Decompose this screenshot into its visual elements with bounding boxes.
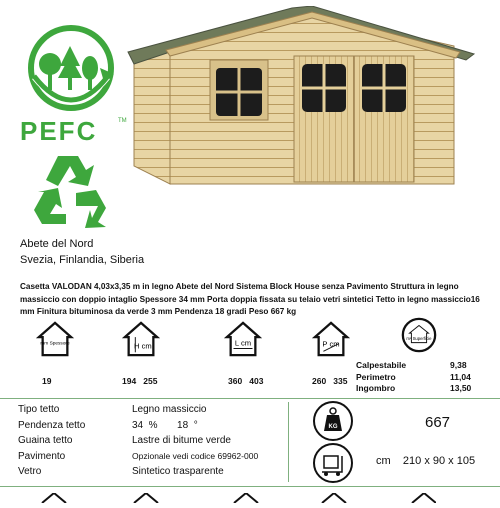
surface-label: Perimetro bbox=[356, 371, 396, 382]
spec-label: Vetro bbox=[18, 466, 42, 478]
spec-row bbox=[18, 418, 292, 434]
pefc-tm: TM bbox=[118, 118, 127, 124]
pefc-text: PEFC bbox=[20, 116, 98, 146]
package-dimensions bbox=[376, 455, 475, 467]
length-label: L cm bbox=[234, 338, 252, 348]
depth-label: P cm bbox=[322, 339, 340, 349]
spec-value: 34 % 18 ° bbox=[132, 419, 198, 431]
surface-value: 13,50 bbox=[450, 383, 472, 393]
depth-house-icon bbox=[312, 320, 350, 363]
height-house-icon bbox=[122, 320, 160, 363]
package-unit: cm bbox=[376, 455, 391, 467]
length-house-icon bbox=[224, 320, 262, 363]
surface-icon bbox=[400, 316, 438, 359]
surface-icon-label: m² Superficie bbox=[406, 335, 432, 341]
surface-value: 9,38 bbox=[450, 360, 467, 370]
thickness-value: 19 bbox=[42, 376, 52, 386]
spec-label: Pavimento bbox=[18, 450, 66, 462]
weight-value: 667 bbox=[425, 414, 451, 431]
bottom-icons-row bbox=[36, 490, 436, 500]
spec-row bbox=[18, 402, 292, 418]
divider bbox=[0, 398, 500, 399]
length-values: 360 403 bbox=[228, 376, 264, 386]
depth-values: 260 335 bbox=[312, 376, 348, 386]
thickness-label: mm Spessore bbox=[40, 341, 70, 347]
spec-label: Guaina tetto bbox=[18, 435, 73, 447]
recycle-icon bbox=[30, 150, 110, 232]
surface-row bbox=[356, 383, 471, 395]
spec-row bbox=[18, 433, 292, 449]
surface-row bbox=[356, 372, 471, 384]
product-description: Casetta VALODAN 4,03x3,35 m in legno Abete del Nord Sistema Block House senza Pavimento Struttura in legno massiccio con doppio intaglio Spessore 34 mm Porta doppia fissata su telaio vetri sintetici Tetto in legno massiccio16 mm Finitura bituminosa da verde 3 mm Pendenza 18 gradi Peso 667 kg bbox=[20, 282, 480, 316]
wood-countries: Svezia, Finlandia, Siberia bbox=[20, 254, 145, 266]
surface-value: 11,04 bbox=[450, 371, 471, 382]
package-value: 210 x 90 x 105 bbox=[402, 455, 476, 467]
weight-icon bbox=[312, 400, 354, 447]
spec-row bbox=[18, 464, 292, 480]
spec-row bbox=[18, 449, 292, 465]
height-values: 194 255 bbox=[122, 376, 158, 386]
package-icon bbox=[312, 442, 354, 489]
spec-value: Sintetico trasparente bbox=[132, 466, 224, 478]
spec-label: Tipo tetto bbox=[18, 404, 60, 415]
spec-table bbox=[18, 402, 292, 480]
cabin-image bbox=[126, 6, 478, 194]
surface-table bbox=[356, 360, 471, 395]
spec-value: Opzionale vedi codice 69962-000 bbox=[132, 450, 259, 461]
height-label: H cm bbox=[134, 341, 152, 351]
wood-origin bbox=[20, 236, 144, 268]
spec-value: Lastre di bitume verde bbox=[132, 435, 231, 447]
divider bbox=[0, 486, 500, 487]
spec-label: Pendenza tetto bbox=[18, 419, 86, 431]
surface-label: Ingombro bbox=[356, 383, 396, 393]
wood-type: Abete del Nord bbox=[20, 238, 94, 250]
thickness-house-icon bbox=[36, 320, 74, 363]
surface-label: Calpestabile bbox=[356, 360, 407, 370]
pefc-logo bbox=[14, 24, 132, 148]
spec-value: Legno massiccio bbox=[132, 404, 207, 415]
weight-icon-label: KG bbox=[328, 424, 338, 430]
surface-row bbox=[356, 360, 471, 372]
